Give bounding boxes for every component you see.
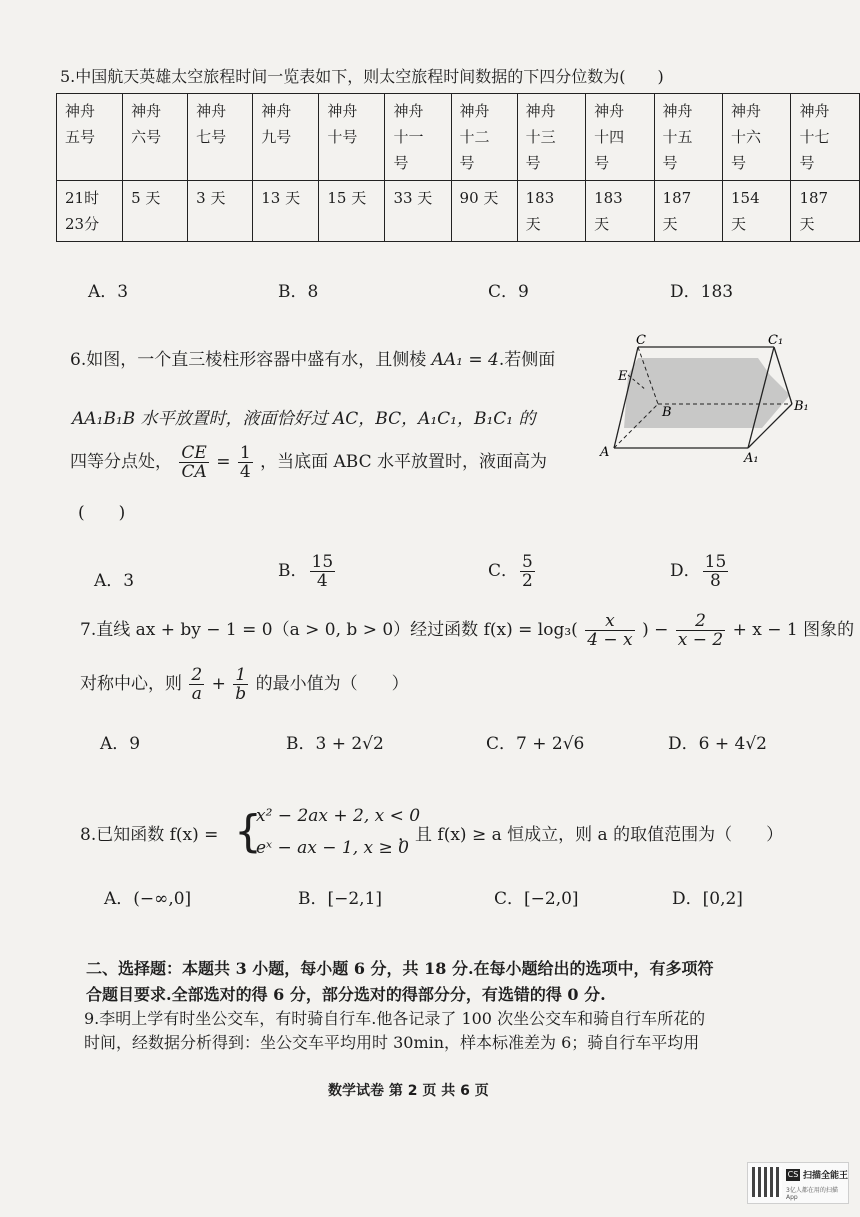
q5-value-cell: [654, 181, 722, 242]
q5-header-text: 神舟: [662, 102, 693, 120]
q5-header-text: 六号: [131, 128, 162, 146]
q5-header-text: 神舟: [327, 102, 358, 120]
q5-value-cell: [253, 181, 319, 242]
q8-case2: eˣ − ax − 1, x ≥ 0: [256, 838, 409, 858]
q5-header-text: 十三: [525, 128, 556, 146]
q5-value-text: 23分: [65, 215, 100, 233]
q5-value-text: 15 天: [327, 189, 367, 207]
q5-header-text: 十二: [459, 128, 490, 146]
q5-value-text: 154: [730, 189, 760, 207]
q8-pre: 8.已知函数 f(x) =: [80, 825, 219, 845]
q5-value-text: 33 天: [393, 189, 433, 207]
q5-option-a: A．3: [88, 282, 129, 302]
q5-value-text: 天: [594, 215, 610, 233]
q5-header-text: 号: [594, 154, 610, 172]
q7-line1: 7.直线 ax + by − 1 = 0（a > 0, b > 0）经过函数 f(x) = log₃( $\frac{x}{4 - x}$ ) − $\frac{2}{x - 2}$ + x − 1 图象的: [80, 611, 855, 650]
q5-header-text: 号: [525, 154, 541, 172]
section2-line1: 二、选择题：本题共 3 小题，每小题 6 分，共 18 分.在每小题给出的选项中，有多项符: [86, 959, 714, 978]
q5-header-text: 十七: [799, 128, 830, 146]
q6-option-a: A．3: [94, 571, 135, 591]
q5-stem: 5.中国航天英雄太空旅程时间一览表如下，则太空旅程时间数据的下四分位数为( ): [60, 67, 664, 86]
q5-value-text: 187: [799, 189, 829, 207]
q5-value-cell: [123, 181, 188, 242]
scanner-badge: [747, 1162, 849, 1204]
q7-line2: 对称中心，则 $\frac{2}{a}$ + $\frac{1}{b}$ 的最小值为（ ）: [80, 665, 409, 704]
q5-value-cell: [188, 181, 253, 242]
badge-subtitle: 3亿人都在用的扫描App: [786, 1187, 838, 1201]
q5-header-text: 五号: [65, 128, 96, 146]
q5-header-text: 神舟: [65, 102, 96, 120]
q5-header-cell: [722, 94, 790, 181]
q6-quarter-fraction: $\frac{1}{4}$: [239, 443, 251, 482]
q5-header-text: 号: [799, 154, 815, 172]
q5-header-text: 七号: [196, 128, 227, 146]
q5-header-cell: [385, 94, 451, 181]
q5-header-cell: [517, 94, 585, 181]
q5-header-cell: [586, 94, 654, 181]
q5-header-cell: [123, 94, 188, 181]
q5-header-text: 十号: [327, 128, 358, 146]
cs-logo-icon: CS: [787, 1170, 799, 1179]
q5-value-cell: [517, 181, 585, 242]
prism-figure: [598, 330, 818, 465]
q5-value-cell: [385, 181, 451, 242]
q5-header-text: 十五: [662, 128, 693, 146]
q6-option-d: D． $\frac{15}{8}$: [670, 552, 727, 591]
q8-option-d: D．[0,2]: [672, 889, 743, 909]
q5-header-text: 十四: [594, 128, 625, 146]
q5-value-text: 21时: [65, 189, 100, 207]
q5-header-text: 神舟: [730, 102, 761, 120]
q5-header-text: 十一: [393, 128, 424, 146]
fig-label-a: A: [600, 445, 610, 460]
q5-option-b: B．8: [278, 282, 319, 302]
q6-line3: 四等分点处， $\frac{CE}{CA}$ = $\frac{1}{4}$ ，当底面 ABC 水平放置时，液面高为: [70, 443, 548, 482]
q5-header-cell: [57, 94, 123, 181]
q5-header-cell: [253, 94, 319, 181]
q5-header-row: [57, 94, 860, 181]
q6-option-b: B． $\frac{15}{4}$: [278, 552, 334, 591]
q7-option-c: C．7 + 2√6: [486, 734, 585, 754]
q5-header-text: 神舟: [393, 102, 424, 120]
q5-header-text: 号: [459, 154, 475, 172]
q5-table: [56, 93, 860, 242]
q5-header-cell: [319, 94, 385, 181]
q5-value-text: 3 天: [196, 189, 226, 207]
q5-value-cell: [451, 181, 517, 242]
q8-post: ，且 f(x) ≥ a 恒成立，则 a 的取值范围为（ ）: [398, 825, 784, 845]
q5-value-text: 天: [525, 215, 541, 233]
q5-header-text: 神舟: [459, 102, 490, 120]
q5-header-text: 九号: [261, 128, 292, 146]
q5-option-c: C．9: [488, 282, 529, 302]
page-footer: 数学试卷 第 2 页 共 6 页: [328, 1083, 489, 1099]
q8-option-b: B．[−2,1]: [298, 889, 383, 909]
fig-label-c: C: [636, 333, 646, 348]
q6-line2: AA₁B₁B 水平放置时，液面恰好过 AC，BC，A₁C₁，B₁C₁ 的: [72, 409, 536, 429]
q5-header-text: 神舟: [131, 102, 162, 120]
q5-header-cell: [188, 94, 253, 181]
qr-code-icon: [752, 1167, 782, 1197]
q7-option-b: B．3 + 2√2: [286, 734, 384, 754]
q8-case1: x² − 2ax + 2, x < 0: [256, 806, 421, 826]
q5-header-text: 神舟: [525, 102, 556, 120]
q5-header-cell: [451, 94, 517, 181]
section2-line2: 合题目要求.全部选对的得 6 分，部分选对的得部分分，有选错的得 0 分.: [86, 985, 606, 1004]
q5-value-text: 天: [662, 215, 678, 233]
q9-line2: 时间，经数据分析得到：坐公交车平均用时 30min，样本标准差为 6；骑自行车平均用: [84, 1033, 700, 1052]
q5-value-cell: [722, 181, 790, 242]
q5-value-text: 90 天: [459, 189, 499, 207]
q7-option-a: A．9: [100, 734, 141, 754]
q6-ratio-fraction: $\frac{CE}{CA}$: [181, 443, 207, 482]
q5-header-text: 号: [730, 154, 746, 172]
q5-header-text: 号: [662, 154, 678, 172]
q5-header-text: 号: [393, 154, 409, 172]
fig-label-b1: B₁: [794, 399, 809, 414]
badge-title: 扫描全能王: [803, 1171, 849, 1181]
q5-header-text: 神舟: [261, 102, 292, 120]
q9-line1: 9.李明上学有时坐公交车，有时骑自行车.他各记录了 100 次坐公交车和骑自行车所花的: [84, 1009, 706, 1028]
fig-label-a1: A₁: [744, 451, 759, 465]
q5-value-text: 5 天: [131, 189, 161, 207]
q5-header-text: 神舟: [196, 102, 227, 120]
q5-value-cell: [791, 181, 860, 242]
fig-label-e: E: [618, 369, 628, 384]
q5-header-text: 十六: [730, 128, 761, 146]
q5-value-text: 13 天: [261, 189, 301, 207]
q5-value-row: [57, 181, 860, 242]
q5-value-text: 187: [662, 189, 692, 207]
fig-label-c1: C₁: [768, 333, 784, 348]
q8-option-c: C．[−2,0]: [494, 889, 579, 909]
q5-option-d: D．183: [670, 282, 734, 302]
q5-header-text: 神舟: [799, 102, 830, 120]
piecewise-brace: {: [234, 806, 262, 857]
q5-header-text: 神舟: [594, 102, 625, 120]
q5-value-text: 183: [594, 189, 623, 207]
q6-option-c: C． $\frac{5}{2}$: [488, 552, 533, 591]
q5-header-cell: [791, 94, 860, 181]
q6-line1: 6.如图，一个直三棱柱形容器中盛有水，且侧棱 AA₁ = 4.若侧面: [70, 350, 556, 370]
fig-label-b: B: [662, 405, 672, 420]
q5-value-cell: [57, 181, 123, 242]
q5-value-text: 天: [730, 215, 746, 233]
q5-value-text: 183: [525, 189, 555, 207]
q5-value-text: 天: [799, 215, 815, 233]
q7-option-d: D．6 + 4√2: [668, 734, 767, 754]
q8-option-a: A．(−∞,0]: [104, 889, 192, 909]
q6-paren: ( ): [78, 503, 126, 523]
q5-header-cell: [654, 94, 722, 181]
q5-value-cell: [586, 181, 654, 242]
q5-value-cell: [319, 181, 385, 242]
